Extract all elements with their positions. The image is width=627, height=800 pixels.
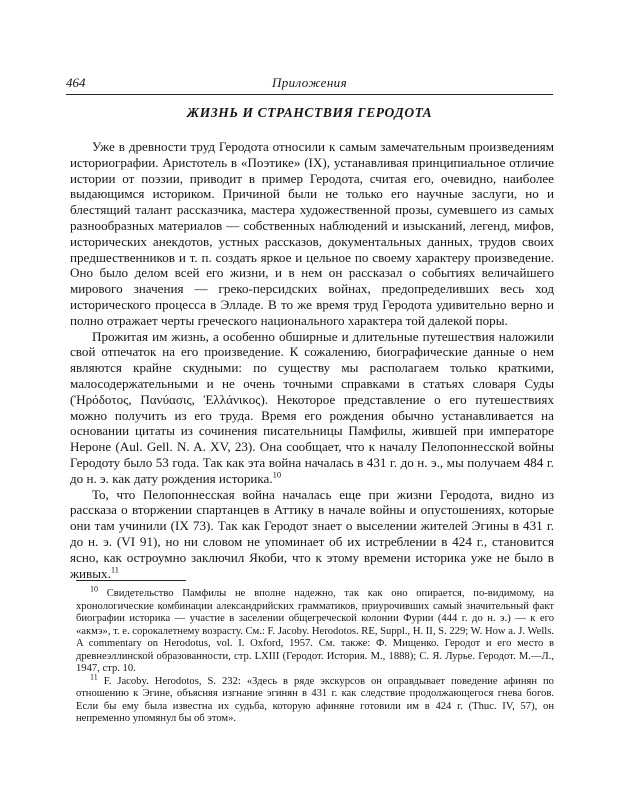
footnote-number: 10 <box>90 584 98 594</box>
footnote <box>76 584 554 676</box>
footnote-reference: 11 <box>110 564 120 575</box>
footnote-reference: 10 <box>272 469 282 480</box>
footnote <box>76 671 554 726</box>
running-header <box>66 75 553 97</box>
paragraph <box>70 329 554 487</box>
paragraph-text: Уже в древности труд Геродота относили к самым замечательным произведениям историографии. Аристотель в «Поэтике» (IX), устанавливая принципиальное отличие истории от поэзии, приводит в пример Геродота, считая его, очевидно, наиболее выдающимся историком. Причиной были не только его научные заслуги, но и блестящий талант рассказчика, мастера художественной прозы, сумевшего из самых разнообразных материалов — собственных наблюдений и изысканий, легенд, мифов, исторических анекдотов, устных рассказов, документальных данных, трудов своих предшественников и т. п. создать яркое и цельное по своему характеру произведение. Оно было делом всей его жизни, и в нем он рассказал о событиях величайшего мирового значения — греко-персидских войнах, предопределивших весь ход исторического процесса в Элладе. В то же время труд Геродота удивительно верно и полно отражает черты греческого национального характера той далекой поры. <box>70 139 554 328</box>
footnote-text: F. Jacoby. Herodotos, S. 232: «Здесь в ряде экскурсов он оправдывает поведение афинян по отношению к Эгине, объясняя изгнание эгинян в 431 г. как следствие продолжающегося гнева богов. Если бы ему была известна их судьба, которую афиняне готовили им в 424 г. (Thuc. IV, 57), он непременно упомянул бы об этом». <box>76 675 554 724</box>
footnote-number: 11 <box>90 671 98 681</box>
paragraph-text: Прожитая им жизнь, а особенно обширные и длительные путешествия наложили свой отпечаток на его произведение. К сожалению, биографические данные о нем являются крайне скудными: по существу мы располагаем только краткими, малосодержательными и не очень точными справками в статьях словаря Суды (Ἡρόδοτος, Πανύασις, Ἑλλάνικος). Некоторое представление о его путешествиях можно получить из его труда. Время его рождения обычно устанавливается на основании цитаты из сочинения писательницы Памфилы, жившей при императоре Нероне (Aul. Gell. N. A. XV, 23). Она сообщает, что к началу Пелопоннесской войны Геродоту было 53 года. Так как эта война началась в 431 г. до н. э., мы получаем 484 г. до н. э. как дату рождения историка. <box>70 328 554 486</box>
footnote-text: Свидетельство Памфилы не вполне надежно, так как оно опирается, по-видимому, на хронологические комбинации александрийских грамматиков, приурочивших самый значительный факт биографии историка — участие в заселении общегреческой колонии Фурии (444 г. до н. э.) — к его «акмэ», т. е. сорокалетнему возрасту. См.: F. Jacoby. Herodotos. RE, Suppl., H. II, S. 229; W. How a. J. Wells. A commentary on Herodotus, vol. I. Oxford, 1957. См. также: Ф. Мищенко. Геродот и его место в древнеэллинской образованности, стр. LXIII (Геродот. История. М., 1888); С. Я. Лурье. Геродот. М.—Л., 1947, стр. 10. <box>76 588 554 674</box>
footnotes <box>76 584 554 726</box>
header-rule <box>66 94 553 95</box>
paragraph-text: То, что Пелопоннесская война началась еще при жизни Геродота, видно из рассказа о вторжении спартанцев в Аттику в начале войны и опустошениях, которые они там учинили (IX 73). Так как Геродот знает о выселении жителей Эгины в 431 г. до н. э. (VI 91), но ни словом не упоминает об их истреблении в 424 г., становится ясно, как остроумно заключил Якоби, что к этому времени историка уже не было в живых. <box>70 486 554 581</box>
paragraph <box>70 139 554 329</box>
chapter-title: ЖИЗНЬ И СТРАНСТВИЯ ГЕРОДОТА <box>186 105 433 120</box>
footnote-separator <box>76 580 186 581</box>
paragraph <box>70 487 554 582</box>
body-text <box>70 139 554 581</box>
running-title: Приложения <box>271 75 348 90</box>
page-number: 464 <box>66 75 86 90</box>
